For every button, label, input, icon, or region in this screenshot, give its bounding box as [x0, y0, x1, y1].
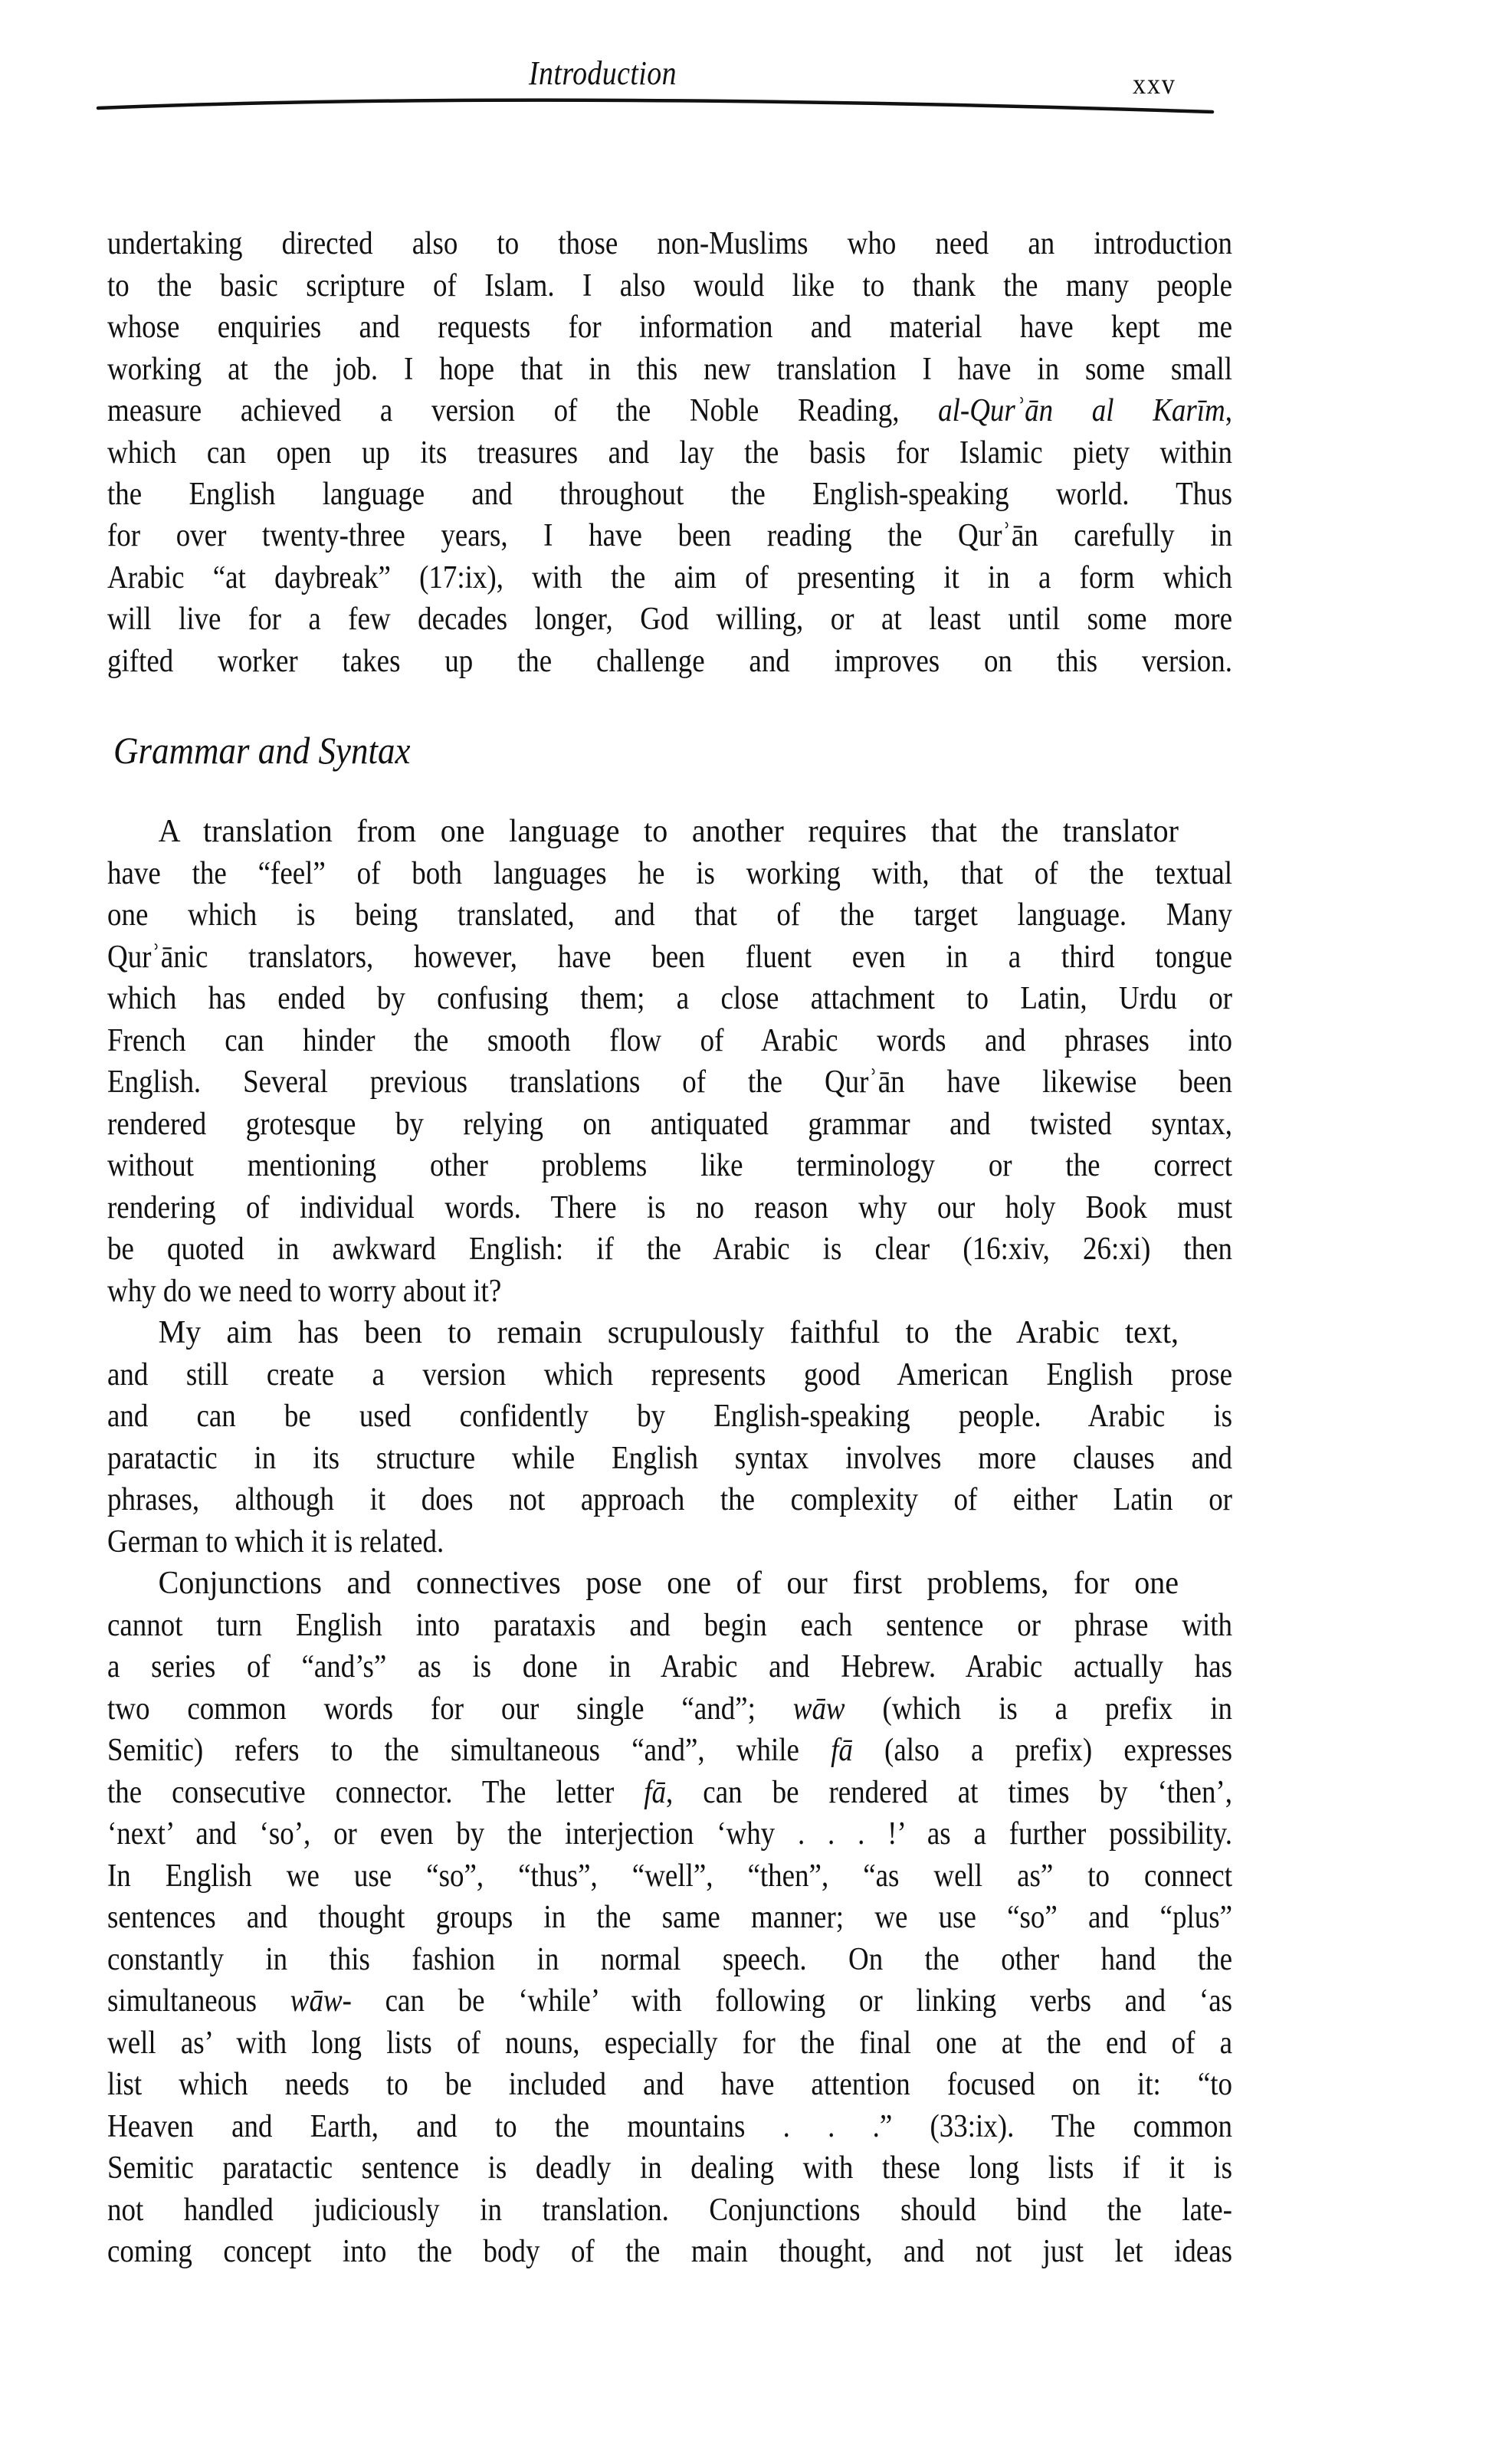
text-line-with-italic: simultaneous wāw- can be ‘while’ with following or linking verbs and ‘as — [107, 1983, 1233, 2019]
text-line: Heaven and Earth, and to the mountains . . .” (33:ix). The common — [107, 2109, 1232, 2144]
text-line: list which needs to be included and have attention focused on it: “to — [107, 2067, 1232, 2102]
text-line: English. Several previous translations of the Qurʾān have likewise been — [107, 1064, 1232, 1100]
text-line: to the basic scripture of Islam. I also would like to thank the many people — [107, 268, 1232, 303]
text-line: cannot turn English into parataxis and begin each sentence or phrase with — [107, 1608, 1232, 1643]
text-line: Qurʾānic translators, however, have been fluent even in a third tongue — [107, 940, 1232, 975]
italic-term: fā — [831, 1733, 853, 1768]
text-line: and still create a version which represents good American English prose — [107, 1357, 1232, 1392]
header-rule — [0, 0, 1512, 153]
text-line: why do we need to worry about it? — [107, 1274, 502, 1309]
text-line: one which is being translated, and that of the target language. Many — [107, 897, 1232, 933]
text-line: French can hinder the smooth flow of Arabic words and phrases into — [107, 1023, 1232, 1058]
text-line: have the “feel” of both languages he is working with, that of the textual — [107, 856, 1232, 891]
text-line: constantly in this fashion in normal speech. On the other hand the — [107, 1942, 1232, 1977]
text-line: ‘next’ and ‘so’, or even by the interjection ‘why . . . !’ as a further possibility. — [107, 1816, 1232, 1852]
text-line: not handled judiciously in translation. Conjunctions should bind the late- — [107, 2193, 1232, 2228]
text-line: Conjunctions and connectives pose one of our first problems, for one — [158, 1566, 1179, 1601]
text-line-with-italic: two common words for our single “and”; wāw (which is a prefix in — [107, 1691, 1232, 1727]
text-line: which has ended by confusing them; a close attachment to Latin, Urdu or — [107, 981, 1232, 1016]
text-line: A translation from one language to another requires that the translator — [158, 814, 1179, 849]
text-line: coming concept into the body of the main thought, and not just let ideas — [107, 2234, 1232, 2269]
text-line: and can be used confidently by English-speaking people. Arabic is — [107, 1399, 1232, 1434]
page-number: xxv — [1133, 68, 1176, 100]
text-line: sentences and thought groups in the same manner; we use “so” and “plus” — [107, 1900, 1232, 1935]
text-line: rendering of individual words. There is no reason why our holy Book must — [107, 1190, 1232, 1225]
text-line: rendered grotesque by relying on antiquated grammar and twisted syntax, — [107, 1107, 1232, 1142]
text-line: gifted worker takes up the challenge and improves on this version. — [107, 644, 1232, 679]
text-line-with-italic: the consecutive connector. The letter fā, can be rendered at times by ‘then’, — [107, 1775, 1232, 1810]
italic-term: wāw — [792, 1691, 845, 1727]
text-line: undertaking directed also to those non-Muslims who need an introduction — [107, 226, 1232, 261]
text-line: without mentioning other problems like terminology or the correct — [107, 1148, 1232, 1183]
text-line: paratactic in its structure while English syntax involves more clauses and — [107, 1441, 1232, 1476]
text-line: well as’ with long lists of nouns, especially for the final one at the end of a — [107, 2025, 1232, 2061]
text-line: Semitic paratactic sentence is deadly in dealing with these long lists if it is — [107, 2150, 1232, 2186]
text-line: Arabic “at daybreak” (17:ix), with the aim of presenting it in a form which — [107, 560, 1232, 595]
section-heading: Grammar and Syntax — [113, 729, 411, 772]
running-head-title: Introduction — [529, 54, 677, 92]
text-line: German to which it is related. — [107, 1524, 444, 1560]
text-line: My aim has been to remain scrupulously faithful to the Arabic text, — [158, 1315, 1179, 1350]
italic-term: fā — [644, 1775, 667, 1810]
text-line: the English language and throughout the English-speaking world. Thus — [107, 477, 1232, 512]
text-line: which can open up its treasures and lay the basis for Islamic piety within — [107, 435, 1232, 471]
text-line: will live for a few decades longer, God willing, or at least until some more — [107, 602, 1232, 637]
text-line: In English we use “so”, “thus”, “well”, “then”, “as well as” to connect — [107, 1858, 1232, 1894]
text-line: be quoted in awkward English: if the Arabic is clear (16:xiv, 26:xi) then — [107, 1232, 1232, 1267]
italic-term: wāw — [290, 1983, 343, 2019]
italic-term: al-Qurʾān al Karīm — [938, 393, 1225, 428]
text-line: for over twenty-three years, I have been reading the Qurʾān carefully in — [107, 518, 1232, 553]
text-line: working at the job. I hope that in this new translation I have in some small — [107, 352, 1232, 387]
text-line-with-italic: measure achieved a version of the Noble Reading, al-Qurʾān al Karīm, — [107, 393, 1232, 428]
text-line-with-italic: Semitic) refers to the simultaneous “and”, while fā (also a prefix) expresses — [107, 1733, 1232, 1768]
text-line: whose enquiries and requests for information and material have kept me — [107, 310, 1232, 345]
text-line: a series of “and’s” as is done in Arabic and Hebrew. Arabic actually has — [107, 1649, 1232, 1684]
text-line: phrases, although it does not approach the complexity of either Latin or — [107, 1482, 1232, 1517]
